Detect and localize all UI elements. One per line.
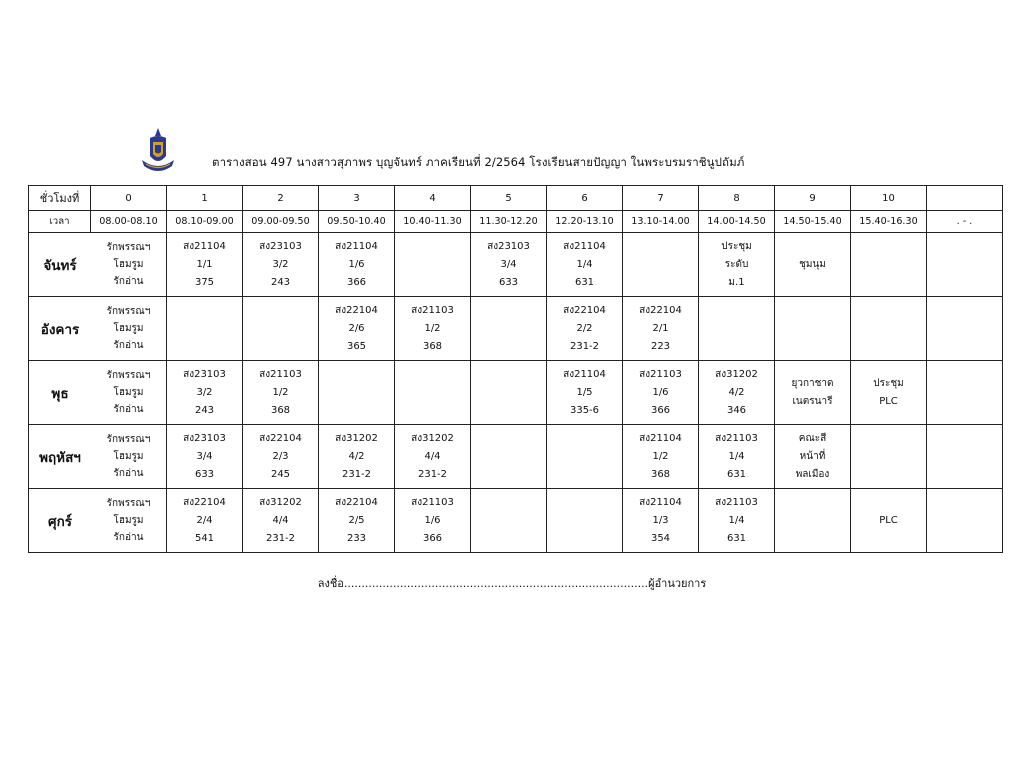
period-cell — [699, 489, 775, 553]
homeroom-activities — [91, 431, 166, 482]
period-cell-line: สง21103 — [715, 432, 758, 444]
period-cell-line: PLC — [879, 514, 898, 526]
time-header-cell: 14.50-15.40 — [775, 211, 851, 233]
period-cell-line: 346 — [726, 404, 747, 416]
day-name: พฤหัสฯ — [39, 449, 81, 466]
period-cell-line: 243 — [270, 276, 291, 288]
period-cell-line: สง21104 — [639, 496, 682, 508]
period-cell-line: 1/6 — [652, 386, 669, 398]
period-cell-line: สง21103 — [715, 496, 758, 508]
day-label-cell — [29, 297, 167, 361]
period-cell — [395, 233, 471, 297]
homeroom-line: โฮมรูม — [113, 259, 144, 270]
period-cell-line: 231-2 — [265, 532, 296, 544]
day-row — [29, 233, 1003, 297]
period-cell-line: 4/2 — [348, 450, 365, 462]
period-cell-line: 368 — [650, 468, 671, 480]
homeroom-line: โฮมรูม — [113, 387, 144, 398]
document-header — [140, 126, 940, 176]
period-cell-line: หน้าที่ — [799, 450, 826, 462]
hour-header-cell: 6 — [547, 186, 623, 211]
period-cell-line: 366 — [422, 532, 443, 544]
period-cell — [927, 233, 1003, 297]
hour-header-cell: 10 — [851, 186, 927, 211]
hour-row-label: ชั่วโมงที่ — [29, 186, 91, 211]
period-cell — [471, 361, 547, 425]
period-cell — [471, 489, 547, 553]
homeroom-activities — [91, 239, 166, 290]
homeroom-activities — [91, 303, 166, 354]
period-cell-line: สง31202 — [715, 368, 758, 380]
period-cell-line: 1/2 — [652, 450, 669, 462]
period-cell — [699, 361, 775, 425]
time-header-cell: 13.10-14.00 — [623, 211, 699, 233]
period-cell — [243, 489, 319, 553]
period-cell — [623, 489, 699, 553]
period-cell — [775, 425, 851, 489]
period-cell-line: 2/2 — [576, 322, 593, 334]
hour-header-cell: 3 — [319, 186, 395, 211]
homeroom-line: รักอ่าน — [113, 468, 144, 479]
hour-header-cell: 8 — [699, 186, 775, 211]
period-cell — [243, 297, 319, 361]
period-cell — [927, 489, 1003, 553]
period-cell-line: 3/4 — [196, 450, 213, 462]
period-cell-line: 631 — [574, 276, 595, 288]
period-cell-line: สง21103 — [259, 368, 302, 380]
period-cell-line: 1/2 — [424, 322, 441, 334]
period-cell-line: สง21103 — [411, 496, 454, 508]
day-label-cell — [29, 361, 167, 425]
period-cell-line: ชุมนุม — [799, 258, 826, 270]
time-header-cell: 15.40-16.30 — [851, 211, 927, 233]
period-cell — [623, 233, 699, 297]
period-cell-line: 245 — [270, 468, 291, 480]
period-cell-line: สง21104 — [335, 240, 378, 252]
period-cell-line: 541 — [194, 532, 215, 544]
period-cell-line: สง22104 — [335, 304, 378, 316]
period-cell — [851, 297, 927, 361]
day-name: อังคาร — [40, 321, 80, 338]
period-cell-line: 231-2 — [417, 468, 448, 480]
period-cell — [547, 297, 623, 361]
period-cell-line: 354 — [650, 532, 671, 544]
homeroom-line: โฮมรูม — [113, 515, 144, 526]
period-cell — [243, 425, 319, 489]
time-header-row — [29, 211, 1003, 233]
period-cell — [319, 425, 395, 489]
period-cell-line: 1/2 — [272, 386, 289, 398]
period-cell — [471, 233, 547, 297]
time-row-label: เวลา — [29, 211, 91, 233]
period-cell-line: 2/3 — [272, 450, 289, 462]
period-cell-line: 3/4 — [500, 258, 517, 270]
period-cell-line: เนตรนารี — [792, 395, 833, 407]
time-header-cell: 12.20-13.10 — [547, 211, 623, 233]
period-cell — [851, 233, 927, 297]
period-cell-line: 335-6 — [569, 404, 600, 416]
period-cell-line: สง23103 — [487, 240, 530, 252]
period-cell-line: 2/1 — [652, 322, 669, 334]
period-cell — [775, 233, 851, 297]
period-cell-line: 2/6 — [348, 322, 365, 334]
period-cell-line: สง23103 — [183, 368, 226, 380]
homeroom-line: รักพรรณฯ — [106, 434, 151, 445]
hour-header-cell: 9 — [775, 186, 851, 211]
timetable — [28, 185, 1003, 553]
period-cell-line: 633 — [498, 276, 519, 288]
day-name: ศุกร์ — [48, 513, 72, 530]
day-label-cell — [29, 425, 167, 489]
period-cell-line: 223 — [650, 340, 671, 352]
period-cell-line: 631 — [726, 532, 747, 544]
period-cell-line: 233 — [346, 532, 367, 544]
period-cell — [927, 425, 1003, 489]
period-cell — [395, 425, 471, 489]
period-cell — [243, 233, 319, 297]
period-cell — [167, 489, 243, 553]
period-cell — [775, 489, 851, 553]
homeroom-line: รักพรรณฯ — [106, 306, 151, 317]
period-cell-line: สง23103 — [183, 432, 226, 444]
period-cell — [927, 361, 1003, 425]
period-cell-line: ประชุม — [721, 240, 752, 252]
homeroom-line: รักอ่าน — [113, 532, 144, 543]
period-cell — [167, 233, 243, 297]
period-cell — [547, 233, 623, 297]
day-row — [29, 425, 1003, 489]
period-cell — [699, 425, 775, 489]
period-cell-line: 366 — [346, 276, 367, 288]
period-cell-line: สง31202 — [259, 496, 302, 508]
period-cell-line: 1/4 — [576, 258, 593, 270]
period-cell — [167, 425, 243, 489]
period-cell-line: PLC — [879, 395, 898, 407]
period-cell-line: สง22104 — [183, 496, 226, 508]
period-cell-line: สง22104 — [335, 496, 378, 508]
period-cell-line: 231-2 — [569, 340, 600, 352]
homeroom-activities — [91, 495, 166, 546]
time-header-cell: 09.50-10.40 — [319, 211, 395, 233]
period-cell-line: สง22104 — [639, 304, 682, 316]
period-cell-line: 1/1 — [196, 258, 213, 270]
day-row — [29, 489, 1003, 553]
period-cell — [775, 361, 851, 425]
homeroom-line: รักอ่าน — [113, 404, 144, 415]
period-cell — [319, 297, 395, 361]
day-row — [29, 297, 1003, 361]
period-cell-line: สง31202 — [411, 432, 454, 444]
period-cell-line: สง21104 — [563, 240, 606, 252]
period-cell-line: 3/2 — [272, 258, 289, 270]
time-header-cell: . - . — [927, 211, 1003, 233]
period-cell — [851, 425, 927, 489]
hour-header-row — [29, 186, 1003, 211]
time-header-cell: 08.00-08.10 — [91, 211, 167, 233]
period-cell-line: คณะสี — [798, 432, 827, 444]
time-header-cell: 08.10-09.00 — [167, 211, 243, 233]
day-label-cell — [29, 489, 167, 553]
period-cell-line: 368 — [422, 340, 443, 352]
homeroom-line: รักพรรณฯ — [106, 498, 151, 509]
period-cell-line: สง23103 — [259, 240, 302, 252]
period-cell — [623, 361, 699, 425]
period-cell-line: 1/4 — [728, 514, 745, 526]
period-cell-line: 1/5 — [576, 386, 593, 398]
period-cell-line: 631 — [726, 468, 747, 480]
period-cell — [547, 425, 623, 489]
signature-line: ลงชื่อ.......................................................................................ผู้อำนวยการ — [317, 577, 707, 590]
time-header-cell: 11.30-12.20 — [471, 211, 547, 233]
day-row — [29, 361, 1003, 425]
period-cell-line: 3/2 — [196, 386, 213, 398]
period-cell — [395, 297, 471, 361]
period-cell-line: สง21104 — [183, 240, 226, 252]
period-cell — [623, 425, 699, 489]
period-cell-line: พลเมือง — [795, 468, 830, 480]
period-cell-line: 4/4 — [424, 450, 441, 462]
period-cell-line: สง31202 — [335, 432, 378, 444]
page-title: ตารางสอน 497 นางสาวสุภาพร บุญจันทร์ ภาคเรียนที่ 2/2564 โรงเรียนสายปัญญา ในพระบรมราชินูปถัมภ์ — [212, 155, 745, 169]
period-cell-line: 2/4 — [196, 514, 213, 526]
period-cell-line: 375 — [194, 276, 215, 288]
period-cell — [547, 361, 623, 425]
hour-header-cell: 1 — [167, 186, 243, 211]
period-cell — [167, 297, 243, 361]
period-cell — [243, 361, 319, 425]
period-cell-line: 366 — [650, 404, 671, 416]
period-cell-line: สง21103 — [639, 368, 682, 380]
period-cell-line: 1/6 — [348, 258, 365, 270]
time-header-cell: 10.40-11.30 — [395, 211, 471, 233]
period-cell — [547, 489, 623, 553]
period-cell — [699, 233, 775, 297]
period-cell — [775, 297, 851, 361]
period-cell — [319, 489, 395, 553]
homeroom-line: โฮมรูม — [113, 451, 144, 462]
period-cell — [395, 361, 471, 425]
period-cell-line: 4/4 — [272, 514, 289, 526]
hour-header-cell — [927, 186, 1003, 211]
period-cell — [167, 361, 243, 425]
period-cell-line: ยุวกาชาด — [791, 377, 834, 389]
day-name: พุธ — [51, 385, 69, 402]
period-cell — [623, 297, 699, 361]
period-cell-line: 231-2 — [341, 468, 372, 480]
period-cell — [851, 489, 927, 553]
period-cell-line: 1/4 — [728, 450, 745, 462]
school-emblem-icon — [140, 126, 176, 176]
period-cell-line: ประชุม — [873, 377, 904, 389]
period-cell — [395, 489, 471, 553]
period-cell — [471, 425, 547, 489]
period-cell-line: 368 — [270, 404, 291, 416]
time-header-cell: 14.00-14.50 — [699, 211, 775, 233]
time-header-cell: 09.00-09.50 — [243, 211, 319, 233]
period-cell-line: 4/2 — [728, 386, 745, 398]
homeroom-line: รักพรรณฯ — [106, 370, 151, 381]
period-cell — [699, 297, 775, 361]
period-cell-line: สง21104 — [563, 368, 606, 380]
period-cell-line: 1/3 — [652, 514, 669, 526]
homeroom-line: รักอ่าน — [113, 340, 144, 351]
hour-header-cell: 0 — [91, 186, 167, 211]
period-cell-line: 2/5 — [348, 514, 365, 526]
period-cell-line: 633 — [194, 468, 215, 480]
period-cell-line: สง21104 — [639, 432, 682, 444]
period-cell-line: 1/6 — [424, 514, 441, 526]
period-cell — [927, 297, 1003, 361]
period-cell-line: สง22104 — [563, 304, 606, 316]
period-cell-line: สง21103 — [411, 304, 454, 316]
period-cell — [471, 297, 547, 361]
homeroom-line: รักอ่าน — [113, 276, 144, 287]
homeroom-line: รักพรรณฯ — [106, 242, 151, 253]
day-label-cell — [29, 233, 167, 297]
homeroom-line: โฮมรูม — [113, 323, 144, 334]
period-cell — [319, 361, 395, 425]
hour-header-cell: 4 — [395, 186, 471, 211]
period-cell-line: 365 — [346, 340, 367, 352]
day-name: จันทร์ — [43, 257, 77, 274]
homeroom-activities — [91, 367, 166, 418]
hour-header-cell: 5 — [471, 186, 547, 211]
period-cell-line: ระดับ — [724, 258, 749, 270]
period-cell-line: 243 — [194, 404, 215, 416]
period-cell-line: สง22104 — [259, 432, 302, 444]
period-cell-line: ม.1 — [728, 276, 745, 288]
period-cell — [851, 361, 927, 425]
hour-header-cell: 7 — [623, 186, 699, 211]
period-cell — [319, 233, 395, 297]
hour-header-cell: 2 — [243, 186, 319, 211]
